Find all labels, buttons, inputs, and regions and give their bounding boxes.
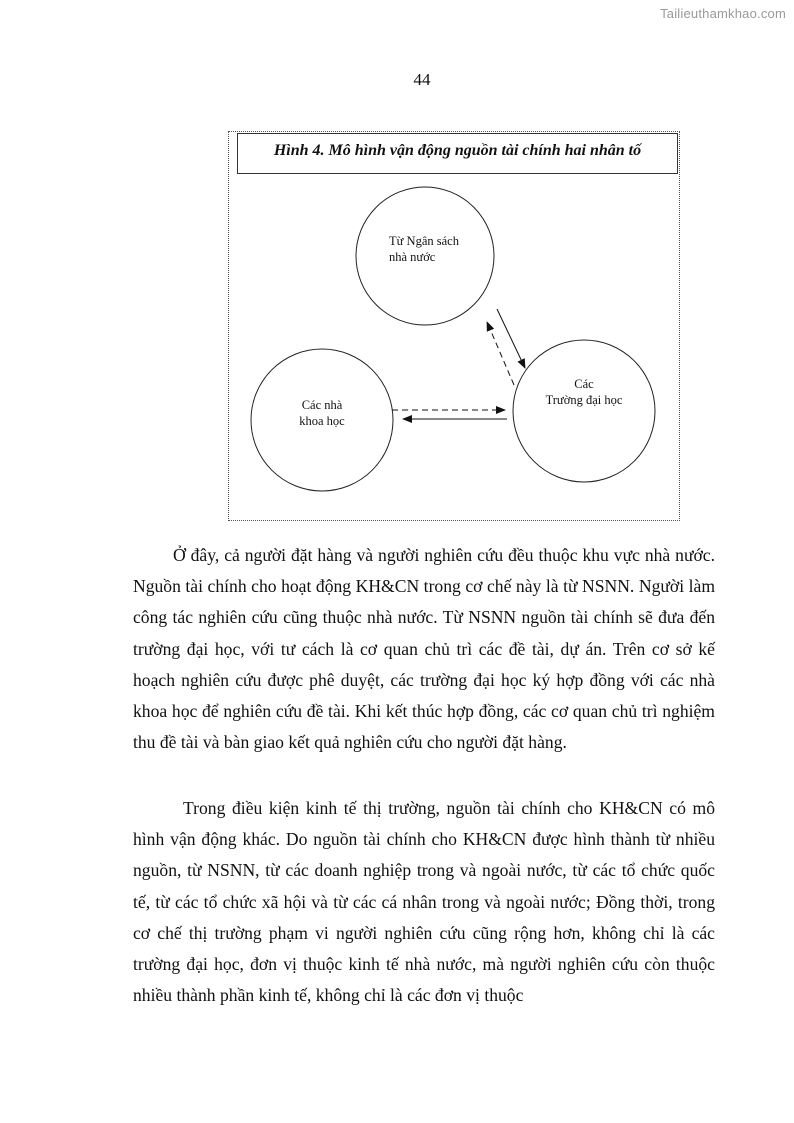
node-label-line: nhà nước — [389, 250, 436, 264]
body-paragraph-1 — [133, 540, 715, 758]
node-state-budget-label — [389, 233, 459, 265]
figure-title: Hình 4. Mô hình vận động nguồn tài chính hai nhân tố — [237, 133, 678, 174]
node-label-line: khoa học — [299, 414, 345, 428]
page-number: 44 — [413, 70, 431, 89]
watermark: Tailieuthamkhao.com — [660, 6, 786, 21]
paragraph-text: Trong điều kiện kinh tế thị trường, nguồn tài chính cho KH&CN có mô hình vận động khác. Do nguồn tài chính cho KH&CN được hình thành từ nhiều nguồn, từ NSNN, từ các doanh nghiệp trong và ngoài nước, từ các tổ chức quốc tế, từ các tổ chức xã hội và từ các cá nhân trong và ngoài nước; Đồng thời, trong cơ chế thị trường phạm vi người nghiên cứu cũng rộng hơn, không chỉ là các trường đại học, đơn vị thuộc kinh tế nhà nước, mà người nghiên cứu còn thuộc nhiều thành phần kinh tế, không chỉ là các đơn vị thuộc — [133, 798, 715, 1006]
node-label-line: Các nhà — [301, 398, 343, 412]
arrow-budget-to-universities — [497, 309, 525, 368]
node-label-line: Các — [574, 377, 594, 391]
paragraph-text: Ở đây, cả người đặt hàng và người nghiên cứu đều thuộc khu vực nhà nước. Nguồn tài chính cho hoạt động KH&CN trong cơ chế này là từ NSNN. Người làm công tác nghiên cứu cũng thuộc nhà nước. Từ NSNN nguồn tài chính sẽ đưa đến trường đại học, với tư cách là cơ quan chủ trì các đề tài, dự án. Trên cơ sở kế hoạch nghiên cứu được phê duyệt, các trường đại học ký hợp đồng với các nhà khoa học để nghiên cứu đề tài. Khi kết thúc hợp đồng, các cơ quan chủ trì nghiệm thu đề tài và bàn giao kết quả nghiên cứu cho người đặt hàng. — [133, 545, 715, 753]
body-paragraph-2 — [133, 793, 715, 1011]
node-universities-label — [514, 376, 654, 408]
node-label-line: Trường đại học — [545, 393, 623, 407]
node-scientists-label — [262, 397, 382, 429]
arrow-universities-to-budget — [487, 322, 514, 385]
node-label-line: Từ Ngân sách — [389, 234, 459, 248]
node-universities-circle — [513, 340, 655, 482]
